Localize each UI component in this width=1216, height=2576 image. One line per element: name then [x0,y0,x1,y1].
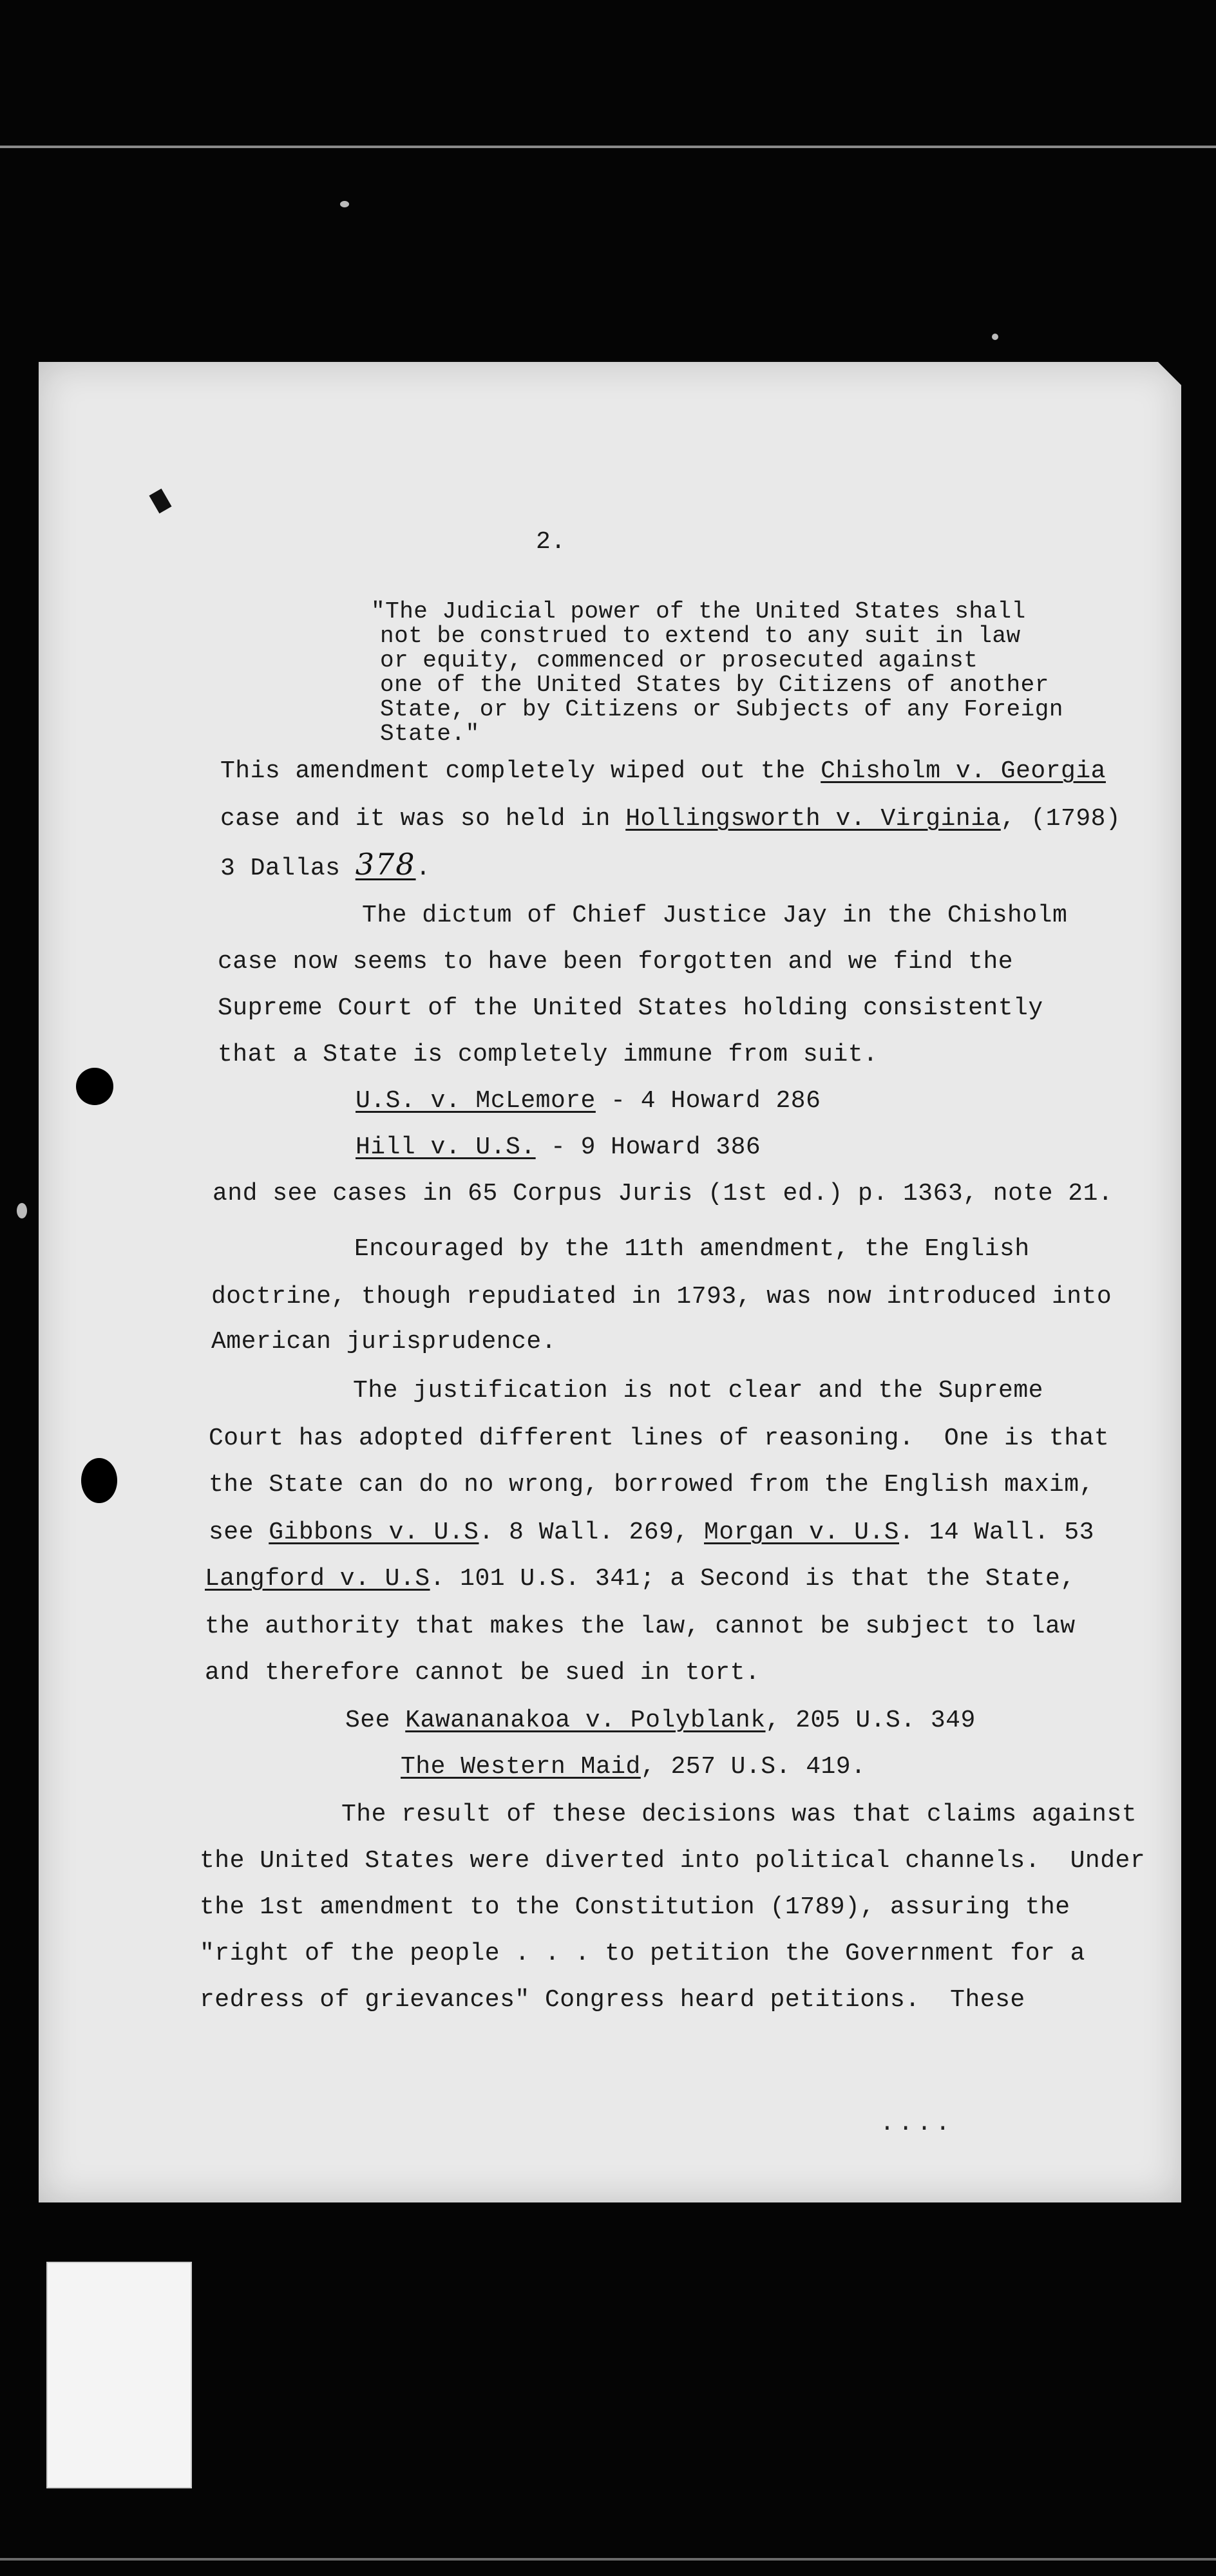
film-edge-top [0,146,1216,148]
text-line: the State can do no wrong, borrowed from the English maxim, [209,1471,1094,1499]
text-line: doctrine, though repudiated in 1793, was now introduced into [211,1283,1112,1311]
text-line: and therefore cannot be sued in tort. [205,1659,761,1687]
text-span: see [209,1519,269,1546]
dust-speck [992,334,998,340]
case-citation-hill: Hill v. U.S. [356,1133,536,1161]
continuation-marker: .... [880,2110,955,2137]
text-line [220,805,1121,833]
text-line: The dictum of Chief Justice Jay in the Chisholm [362,902,1068,929]
quote-line: State." [380,721,480,747]
handwritten-page-number: 378 [355,847,416,882]
citation-line [345,1707,976,1735]
case-citation-langford: Langford v. U.S [205,1565,430,1593]
text-line: the United States were diverted into political channels. Under [200,1847,1146,1875]
target-card [46,2262,192,2488]
quote-line: "The Judicial power of the United States shall [371,598,1026,625]
text-line [209,1519,1094,1547]
text-line: redress of grievances" Congress heard petitions. These [200,1986,1025,2014]
citation-line [356,1133,761,1162]
case-citation-morgan: Morgan v. U.S [704,1519,899,1546]
text-line: The justification is not clear and the Supreme [353,1377,1043,1405]
text-span: . 8 Wall. 269, [479,1519,705,1546]
case-citation-gibbons: Gibbons v. U.S [269,1519,479,1546]
text-span: , (1798) [1000,805,1121,833]
text-line: Court has adopted different lines of reasoning. One is that [209,1425,1110,1452]
case-citation-kawananakoa: Kawananakoa v. Polyblank [405,1707,766,1734]
quote-line: one of the United States by Citizens of another [380,672,1049,698]
film-edge-bottom [0,2558,1216,2561]
text-line [205,1565,1076,1593]
text-line [220,847,431,883]
text-span: , 205 U.S. 349 [765,1707,976,1734]
case-citation-hollingsworth: Hollingsworth v. Virginia [625,805,1001,833]
quote-line: State, or by Citizens or Subjects of any Foreign [380,696,1063,723]
dust-speck [17,1203,27,1218]
text-line: Supreme Court of the United States holding consistently [218,994,1043,1022]
text-line: "right of the people . . . to petition the Government for a [200,1940,1085,1967]
text-span: . 14 Wall. 53 [899,1519,1094,1546]
text-line: the authority that makes the law, cannot be subject to law [205,1613,1076,1640]
text-span: - 9 Howard 386 [535,1133,761,1161]
text-span: case and it was so held in [220,805,626,833]
dust-speck [340,201,349,207]
text-line: Encouraged by the 11th amendment, the English [354,1235,1030,1263]
text-line [220,757,1106,786]
text-span: See [345,1707,406,1734]
citation-line [401,1753,866,1781]
punch-hole [76,1068,113,1105]
text-span: . 101 U.S. 341; a Second is that the State, [430,1565,1076,1593]
quote-line: not be construed to extend to any suit in law [380,623,1021,649]
document-page [39,362,1181,2202]
quote-line: or equity, commenced or prosecuted against [380,647,978,674]
citation-line [356,1087,821,1115]
case-citation-mclemore: U.S. v. McLemore [356,1087,596,1115]
page-corner-fold [1158,362,1181,385]
text-line: the 1st amendment to the Constitution (1789), assuring the [200,1893,1070,1921]
text-span: 3 Dallas [220,855,356,882]
text-span: This amendment completely wiped out the [220,757,821,785]
text-span: , 257 U.S. 419. [640,1753,866,1781]
case-citation-western-maid: The Western Maid [401,1753,641,1781]
text-line: case now seems to have been forgotten and we find the [218,948,1014,976]
text-span: . [415,855,431,882]
text-line: and see cases in 65 Corpus Juris (1st ed.) p. 1363, note 21. [213,1180,1114,1208]
page-number: 2. [536,528,566,556]
ink-mark [149,489,171,514]
text-line: American jurisprudence. [211,1328,556,1356]
case-citation-chisholm: Chisholm v. Georgia [821,757,1106,785]
punch-hole [81,1458,117,1503]
text-line: The result of these decisions was that claims against [341,1801,1137,1828]
text-span: - 4 Howard 286 [595,1087,821,1115]
text-line: that a State is completely immune from suit. [218,1041,879,1068]
